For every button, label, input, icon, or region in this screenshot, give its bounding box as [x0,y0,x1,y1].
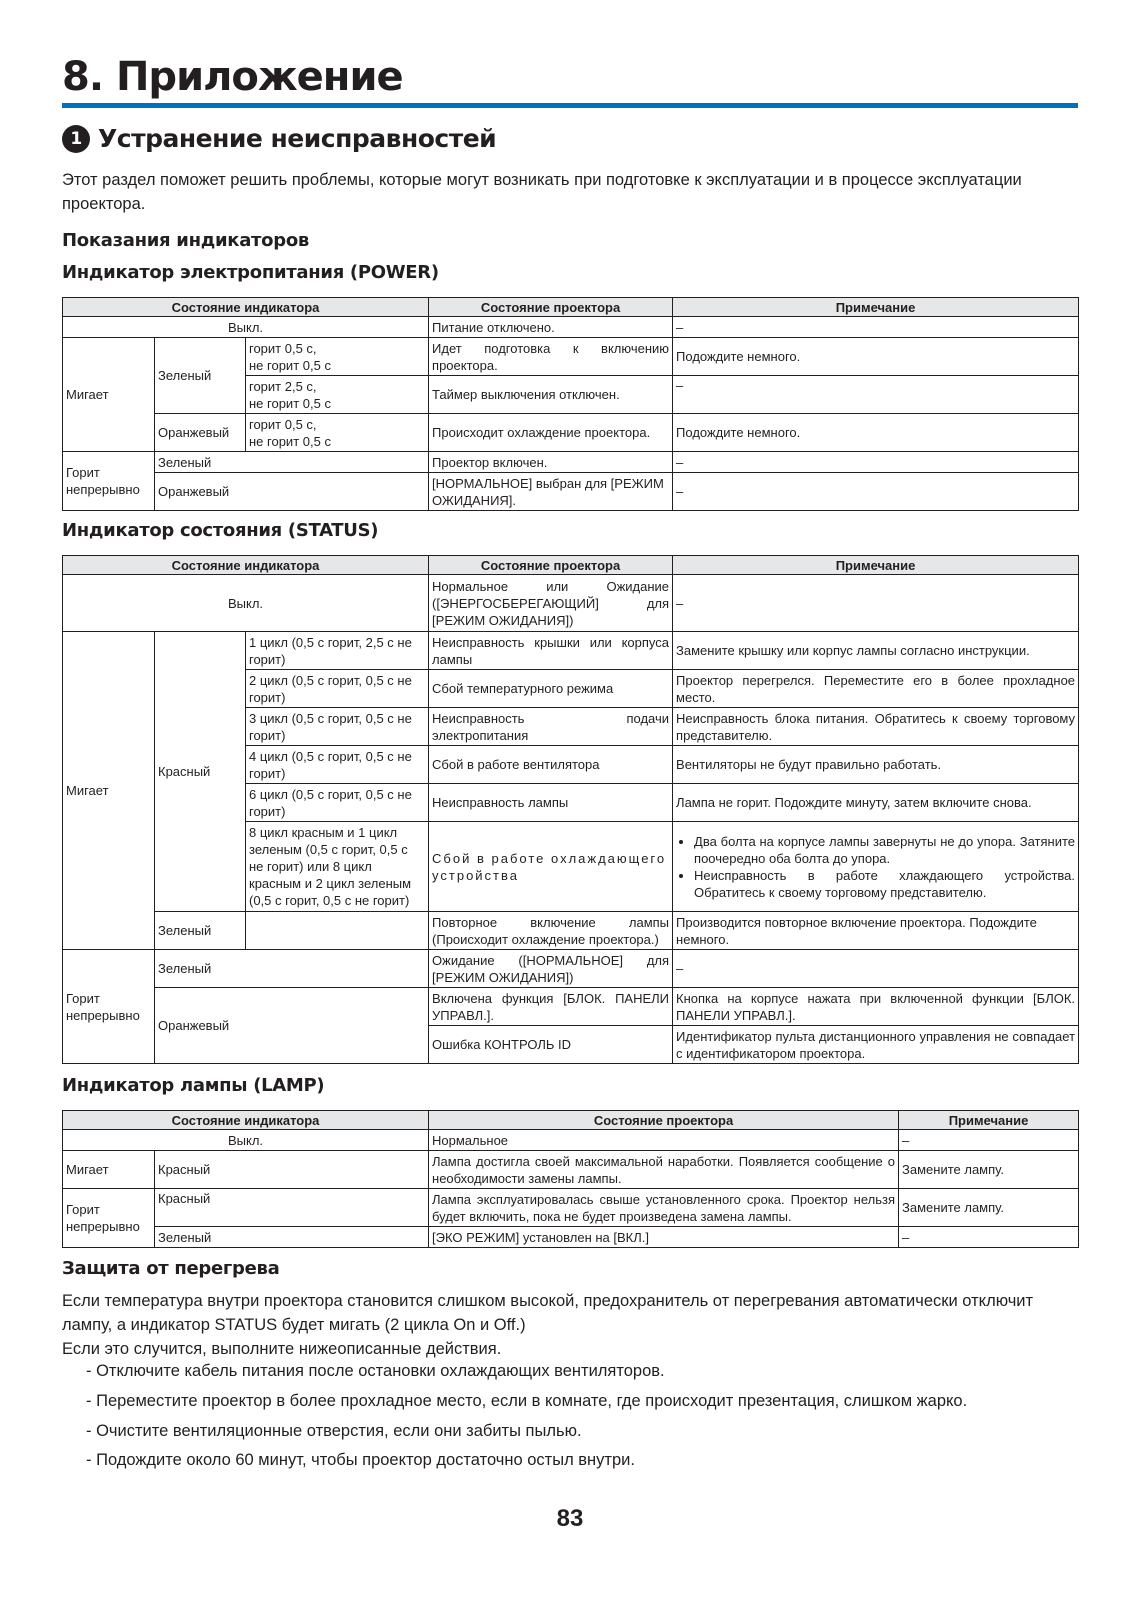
table-row [63,575,1079,632]
table-cell: Красный [155,1151,429,1189]
table-cell: Проектор включен. [429,452,673,473]
overheat-heading: Защита от перегрева [62,1258,280,1279]
table-cell: Оранжевый [155,414,246,452]
list-item: • Два болта на корпусе лампы завернуты не до упора. Затяните поочередно оба болта до упора. [694,833,1075,867]
table-cell: Подождите немного. [673,414,1079,452]
column-header: Примечание [673,556,1079,575]
table-row [63,1227,1079,1248]
overheat-step: - Отключите кабель питания после остановки охлаждающих вентиляторов. [86,1362,665,1380]
table-cell: Происходит охлаждение проектора. [429,414,673,452]
table-cell: Лампа достигла своей максимальной наработки. Появляется сообщение о необходимости замены лампы. [429,1151,899,1189]
table-cell: – [673,473,1079,511]
table-cell: Ожидание ([НОРМАЛЬНОЕ] для [РЕЖИМ ОЖИДАНИЯ]) [429,950,673,988]
table-cell: [НОРМАЛЬНОЕ] выбран для [РЕЖИМ ОЖИДАНИЯ]. [429,473,673,511]
table-cell: Зеленый [155,912,246,950]
overheat-instruction: Если это случится, выполните нижеописанные действия. [62,1340,502,1358]
table-cell: 3 цикл (0,5 с горит, 0,5 с не горит) [246,708,429,746]
overheat-paragraph: Если температура внутри проектора становится слишком высокой, предохранитель от перегревания автоматически отключит лампу, а индикатор STATUS будет мигать (2 цикла On и Off.) [62,1292,1034,1334]
table-cell [673,822,1079,912]
table-cell: Замените крышку или корпус лампы согласно инструкции. [673,632,1079,670]
table-cell: Лампа эксплуатировалась свыше установленного срока. Проектор нельзя будет включить, пока не будет произведена замена лампы. [429,1189,899,1227]
table-cell: Идентификатор пульта дистанционного управления не совпадает с идентификатором проектора. [673,1026,1079,1064]
column-header: Состояние проектора [429,556,673,575]
table-cell: Производится повторное включение проектора. Подождите немного. [673,912,1079,950]
table-header-row [63,1111,1079,1130]
table-cell: Неисправность лампы [429,784,673,822]
table-cell: Проектор перегрелся. Переместите его в более прохладное место. [673,670,1079,708]
table-cell: 2 цикл (0,5 с горит, 0,5 с не горит) [246,670,429,708]
table-cell: Сбой в работе охлаждающего устройства [429,822,673,912]
overheat-step: - Переместите проектор в более прохладное место, если в комнате, где происходит презентация, слишком жарко. [86,1392,968,1410]
column-header: Состояние проектора [429,298,673,317]
table-cell: Зеленый [155,338,246,414]
table-cell: горит 0,5 с, не горит 0,5 с [246,414,429,452]
table-cell: [ЭКО РЕЖИМ] установлен на [ВКЛ.] [429,1227,899,1248]
column-header: Примечание [673,298,1079,317]
table-cell: Мигает [63,632,155,950]
table-cell: Мигает [63,1151,155,1189]
indicators-heading: Показания индикаторов [62,230,309,251]
column-header: Состояние индикатора [63,298,429,317]
table-row [63,414,1079,452]
table-row [63,912,1079,950]
status-indicator-table [62,555,1079,1064]
table-cell [246,912,429,950]
table-cell: Зеленый [155,950,429,988]
table-cell: Повторное включение лампы (Происходит охлаждение проектора.) [429,912,673,950]
table-cell: Красный [155,1189,429,1227]
column-header: Состояние индикатора [63,1111,429,1130]
table-cell: Неисправность подачи электропитания [429,708,673,746]
table-cell: Мигает [63,338,155,452]
table-cell: Замените лампу. [899,1151,1079,1189]
table-cell: Выкл. [63,1130,429,1151]
table-cell: Красный [155,632,246,912]
table-cell: – [673,452,1079,473]
table-cell: Оранжевый [155,473,429,511]
list-item: • Неисправность в работе хлаждающего устройства. Обратитесь к своему торговому представителю. [694,867,1075,901]
table-cell: Зеленый [155,1227,429,1248]
table-row [63,452,1079,473]
table-cell: – [673,575,1079,632]
table-row [63,988,1079,1026]
table-cell: Идет подготовка к включению проектора. [429,338,673,376]
table-cell: Горит непрерывно [63,950,155,1064]
table-cell: Включена функция [БЛОК. ПАНЕЛИ УПРАВЛ.]. [429,988,673,1026]
table-row [63,950,1079,988]
table-cell: Сбой температурного режима [429,670,673,708]
table-cell: 4 цикл (0,5 с горит, 0,5 с не горит) [246,746,429,784]
page-number: 83 [556,1505,584,1532]
table-cell: – [673,950,1079,988]
table-header-row [63,298,1079,317]
table-cell: 6 цикл (0,5 с горит, 0,5 с не горит) [246,784,429,822]
column-header: Примечание [899,1111,1079,1130]
table-cell: Ошибка КОНТРОЛЬ ID [429,1026,673,1064]
table-cell: Нормальное или Ожидание ([ЭНЕРГОСБЕРЕГАЮЩИЙ] для [РЕЖИМ ОЖИДАНИЯ]) [429,575,673,632]
table-cell: – [899,1227,1079,1248]
table-cell: Сбой в работе вентилятора [429,746,673,784]
table-cell: Неисправность крышки или корпуса лампы [429,632,673,670]
table-cell: – [899,1130,1079,1151]
table-row [63,473,1079,511]
table-header-row [63,556,1079,575]
table-cell: Нормальное [429,1130,899,1151]
table-cell: Горит непрерывно [63,452,155,511]
column-header: Состояние индикатора [63,556,429,575]
bullet-list [676,833,1075,901]
table-row [63,338,1079,376]
table-cell: Таймер выключения отключен. [429,376,673,414]
section-title-text: Устранение неисправностей [98,124,497,153]
table-cell: 1 цикл (0,5 с горит, 2,5 с не горит) [246,632,429,670]
table-cell: Неисправность блока питания. Обратитесь к своему торговому представителю. [673,708,1079,746]
table-cell: Горит непрерывно [63,1189,155,1248]
lamp-heading: Индикатор лампы (LAMP) [62,1075,325,1096]
status-heading: Индикатор состояния (STATUS) [62,520,379,541]
table-cell: – [673,317,1079,338]
chapter-title-rule [62,103,1078,108]
table-cell: – [673,376,1079,414]
table-cell: Выкл. [63,317,429,338]
table-row [63,1130,1079,1151]
intro-paragraph: Этот раздел поможет решить проблемы, которые могут возникать при подготовке к эксплуатации и в процессе эксплуатации проектора. [62,171,1022,213]
table-cell: горит 0,5 с, не горит 0,5 с [246,338,429,376]
table-cell: Подождите немного. [673,338,1079,376]
table-cell: Вентиляторы не будут правильно работать. [673,746,1079,784]
table-cell: Замените лампу. [899,1189,1079,1227]
table-row [63,1151,1079,1189]
table-cell: Кнопка на корпусе нажата при включенной функции [БЛОК. ПАНЕЛИ УПРАВЛ.]. [673,988,1079,1026]
section-number-badge: 1 [62,125,90,153]
table-cell: Выкл. [63,575,429,632]
power-heading: Индикатор электропитания (POWER) [62,262,439,283]
column-header: Состояние проектора [429,1111,899,1130]
power-indicator-table [62,297,1079,511]
table-row [63,317,1079,338]
table-row [63,632,1079,670]
table-cell: 8 цикл красным и 1 цикл зеленым (0,5 с горит, 0,5 с не горит) или 8 цикл красным и 2 цикл зеленым (0,5 с горит, 0,5 с не горит) [246,822,429,912]
table-cell: горит 2,5 с, не горит 0,5 с [246,376,429,414]
lamp-indicator-table [62,1110,1079,1248]
chapter-title: 8. Приложение [62,54,403,100]
overheat-step: - Очистите вентиляционные отверстия, если они забиты пылью. [86,1422,582,1440]
table-cell: Питание отключено. [429,317,673,338]
table-cell: Оранжевый [155,988,429,1064]
overheat-step: - Подождите около 60 минут, чтобы проектор достаточно остыл внутри. [86,1451,635,1469]
table-cell: Лампа не горит. Подождите минуту, затем включите снова. [673,784,1079,822]
table-cell: Зеленый [155,452,429,473]
section-title [62,124,496,153]
table-row [63,1189,1079,1227]
